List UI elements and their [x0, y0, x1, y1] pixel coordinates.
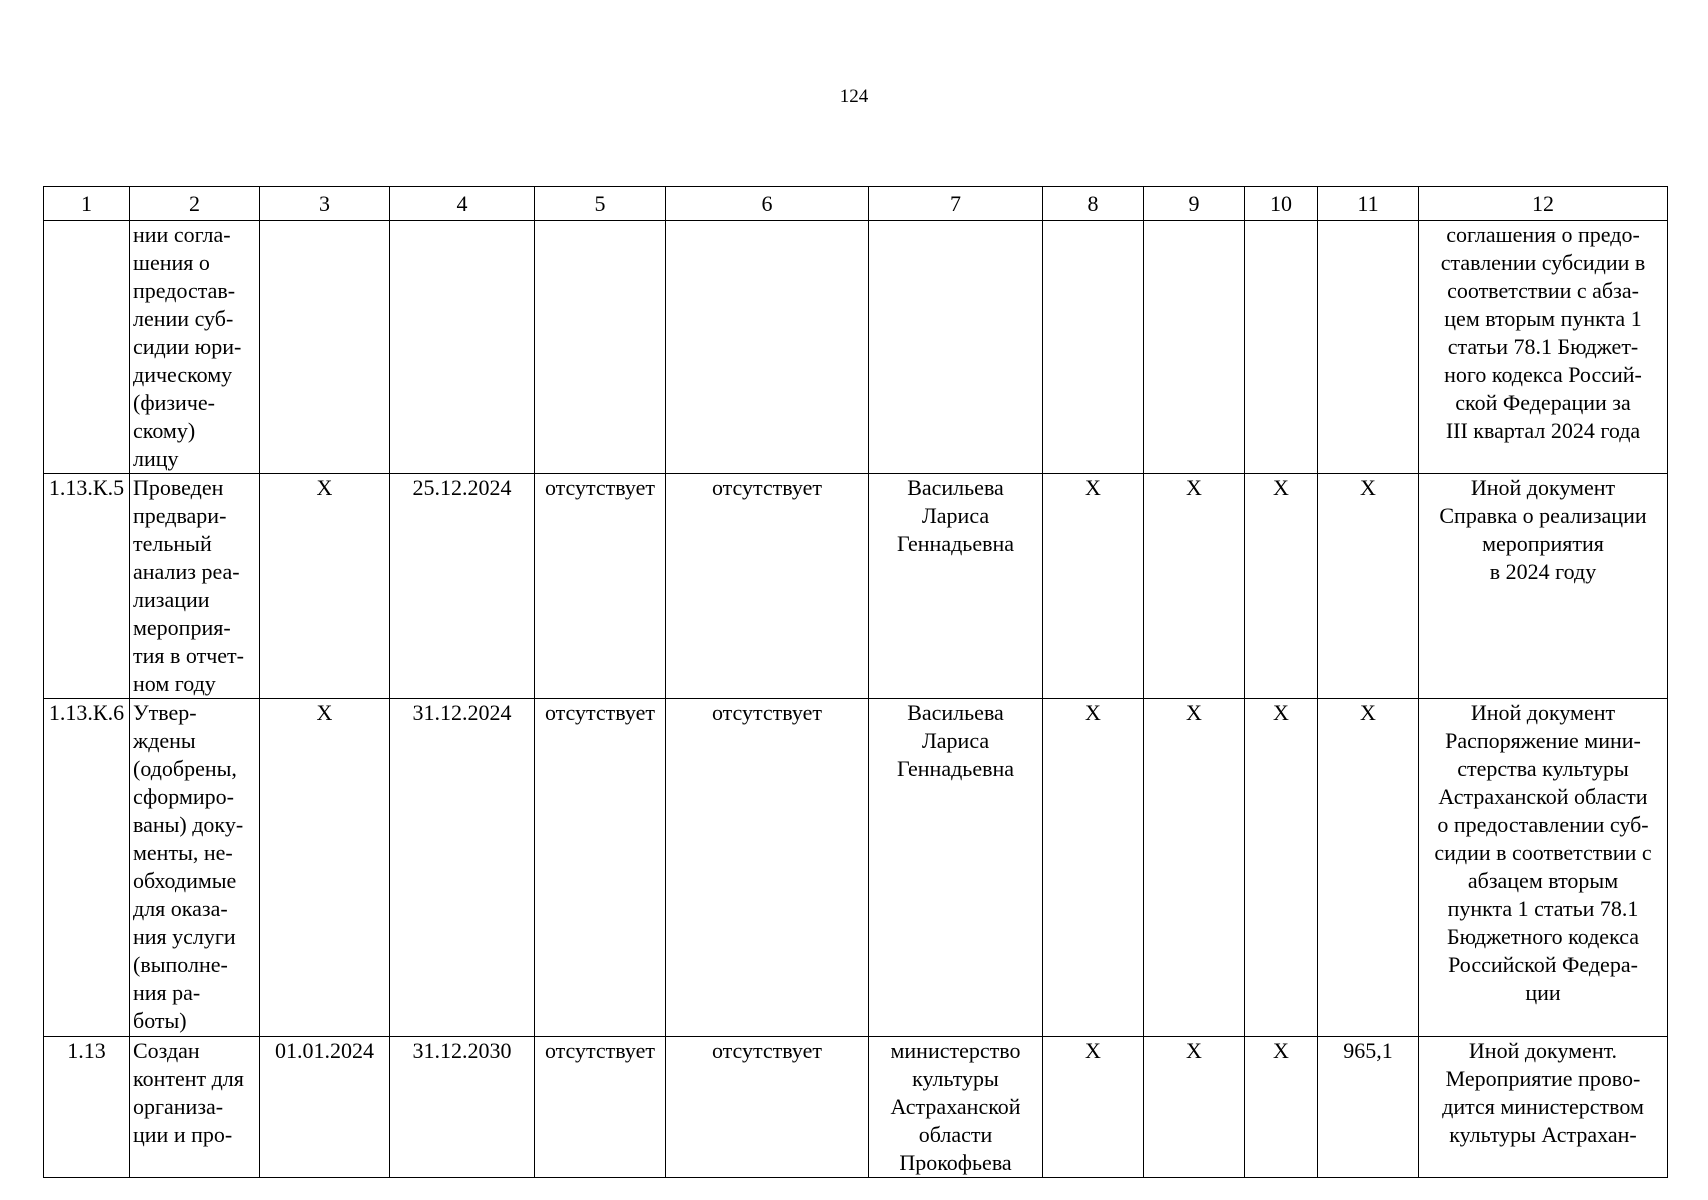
table-header-row: [44, 187, 1668, 221]
cell-col9: X: [1144, 699, 1245, 1037]
table-row: [44, 474, 1668, 699]
cell-document: Иной документ Распоряжение мини- стерства культуры Астраханской области о предоставлении суб- сидии в соответствии с абзацем вторым пункта 1 статьи 78.1 Бюджетного кодекса Российской Федера- ции: [1419, 699, 1668, 1037]
column-header: 5: [535, 187, 666, 221]
cell-start-date: X: [260, 474, 390, 699]
cell-col10: [1245, 221, 1318, 474]
cell-responsible: Васильева Лариса Геннадьевна: [869, 474, 1043, 699]
cell-col8: X: [1043, 1037, 1144, 1178]
cell-number: 1.13: [44, 1037, 130, 1178]
cell-result-name: Утвер- ждены (одобрены, сформиро- ваны) доку- менты, не- обходимые для оказа- ния услуги (выполне- ния ра- боты): [130, 699, 260, 1037]
cell-col5: отсутствует: [535, 474, 666, 699]
page-number: 124: [839, 86, 869, 107]
cell-document: Иной документ. Мероприятие прово- дится министерством культуры Астрахан-: [1419, 1037, 1668, 1178]
cell-end-date: [390, 221, 535, 474]
cell-col6: отсутствует: [666, 474, 869, 699]
cell-col6: отсутствует: [666, 699, 869, 1037]
cell-col5: отсутствует: [535, 1037, 666, 1178]
column-header: 4: [390, 187, 535, 221]
cell-number: 1.13.К.6: [44, 699, 130, 1037]
cell-responsible: министерство культуры Астраханской области Прокофьева: [869, 1037, 1043, 1178]
column-header: 3: [260, 187, 390, 221]
cell-responsible: Васильева Лариса Геннадьевна: [869, 699, 1043, 1037]
cell-col9: X: [1144, 474, 1245, 699]
column-header: 11: [1318, 187, 1419, 221]
cell-col5: отсутствует: [535, 699, 666, 1037]
cell-col11: [1318, 221, 1419, 474]
cell-col6: отсутствует: [666, 1037, 869, 1178]
cell-document: соглашения о предо- ставлении субсидии в соответствии с абза- цем вторым пункта 1 статьи 78.1 Бюджет- ного кодекса Россий- ской Федерации за III квартал 2024 года: [1419, 221, 1668, 474]
cell-col11: 965,1: [1318, 1037, 1419, 1178]
cell-col10: X: [1245, 699, 1318, 1037]
cell-number: 1.13.К.5: [44, 474, 130, 699]
column-header: 6: [666, 187, 869, 221]
column-header: 1: [44, 187, 130, 221]
column-header: 9: [1144, 187, 1245, 221]
cell-start-date: 01.01.2024: [260, 1037, 390, 1178]
cell-end-date: 31.12.2024: [390, 699, 535, 1037]
data-table: [43, 186, 1668, 1178]
cell-result-name: Проведен предвари- тельный анализ реа- лизации мероприя- тия в отчет- ном году: [130, 474, 260, 699]
cell-result-name: Создан контент для организа- ции и про-: [130, 1037, 260, 1178]
cell-number: [44, 221, 130, 474]
column-header: 10: [1245, 187, 1318, 221]
cell-end-date: 31.12.2030: [390, 1037, 535, 1178]
cell-col8: X: [1043, 699, 1144, 1037]
cell-col6: [666, 221, 869, 474]
cell-col9: [1144, 221, 1245, 474]
table-row: [44, 699, 1668, 1037]
cell-col8: [1043, 221, 1144, 474]
cell-start-date: X: [260, 699, 390, 1037]
cell-col9: X: [1144, 1037, 1245, 1178]
table-row: [44, 1037, 1668, 1178]
cell-responsible: [869, 221, 1043, 474]
cell-col8: X: [1043, 474, 1144, 699]
cell-end-date: 25.12.2024: [390, 474, 535, 699]
cell-start-date: [260, 221, 390, 474]
column-header: 2: [130, 187, 260, 221]
cell-col11: X: [1318, 699, 1419, 1037]
cell-col10: X: [1245, 474, 1318, 699]
cell-col11: X: [1318, 474, 1419, 699]
column-header: 7: [869, 187, 1043, 221]
cell-result-name: нии согла- шения о предостав- лении суб- сидии юри- дическому (физиче- скому) лицу: [130, 221, 260, 474]
table-row: [44, 221, 1668, 474]
column-header: 12: [1419, 187, 1668, 221]
cell-document: Иной документ Справка о реализации мероприятия в 2024 году: [1419, 474, 1668, 699]
column-header: 8: [1043, 187, 1144, 221]
cell-col5: [535, 221, 666, 474]
cell-col10: X: [1245, 1037, 1318, 1178]
